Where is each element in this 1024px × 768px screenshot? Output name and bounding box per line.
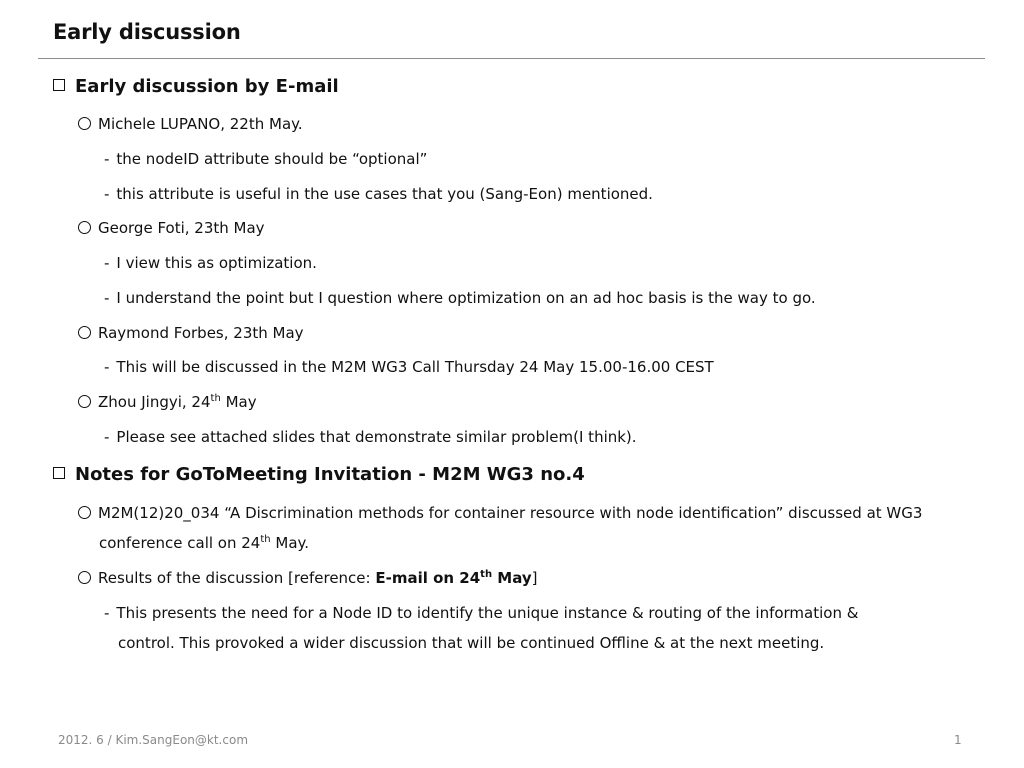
item-text-tail: May. [270, 534, 310, 552]
item-text: Raymond Forbes, 23th May [98, 324, 304, 342]
sub-item-continuation [118, 633, 824, 653]
title-divider [38, 58, 985, 59]
list-item [78, 568, 538, 588]
list-item [78, 218, 265, 238]
section-heading-text: Early discussion by E-mail [75, 76, 339, 97]
list-item [78, 323, 304, 343]
list-item [78, 114, 303, 134]
list-item [78, 392, 257, 412]
sub-item [104, 603, 858, 623]
circle-bullet-icon [78, 326, 91, 339]
sub-item [104, 184, 653, 204]
sub-item [104, 253, 317, 273]
item-text: M2M(12)20_034 “A Discrimination methods for container resource with node identification” discussed at WG3 [98, 504, 923, 522]
circle-bullet-icon [78, 571, 91, 584]
sub-item-text: I view this as optimization. [116, 254, 317, 272]
footer-credit: 2012. 6 / Kim.SangEon@kt.com [58, 733, 249, 747]
sub-item [104, 288, 816, 308]
list-item-continuation [99, 533, 309, 553]
circle-bullet-icon [78, 221, 91, 234]
reference-bold-text: E-mail on 24 [375, 569, 481, 587]
section-heading-notes [53, 464, 585, 486]
item-text: George Foti, 23th May [98, 219, 265, 237]
superscript: th [210, 393, 221, 404]
dash-bullet: - [104, 358, 110, 376]
reference-bold-tail: May [492, 569, 532, 587]
reference-bold [375, 569, 531, 587]
dash-bullet: - [104, 289, 110, 307]
sub-item-text: This presents the need for a Node ID to identify the unique instance & routing of the information & [116, 604, 859, 622]
dash-bullet: - [104, 604, 110, 622]
sub-item [104, 149, 427, 169]
sub-item-text: this attribute is useful in the use cases that you (Sang-Eon) mentioned. [116, 185, 653, 203]
sub-item-text: I understand the point but I question where optimization on an ad hoc basis is the way to go. [116, 289, 816, 307]
circle-bullet-icon [78, 117, 91, 130]
superscript: th [480, 569, 493, 580]
item-text: Zhou Jingyi, 24 [98, 393, 211, 411]
sub-item-text: Please see attached slides that demonstrate similar problem(I think). [116, 428, 637, 446]
page-number: 1 [954, 733, 962, 747]
circle-bullet-icon [78, 506, 91, 519]
dash-bullet: - [104, 150, 110, 168]
slide-title: Early discussion [53, 20, 241, 44]
sub-item [104, 357, 714, 377]
item-text: Michele LUPANO, 22th May. [98, 115, 303, 133]
section-heading-email [53, 76, 339, 98]
dash-bullet: - [104, 428, 110, 446]
square-bullet-icon [53, 79, 65, 91]
item-text: Results of the discussion [reference: [98, 569, 376, 587]
square-bullet-icon [53, 467, 65, 479]
sub-item [104, 427, 637, 447]
dash-bullet: - [104, 185, 110, 203]
sub-item-text: the nodeID attribute should be “optional” [116, 150, 428, 168]
section-heading-text: Notes for GoToMeeting Invitation - M2M WG3 no.4 [75, 464, 585, 485]
item-text: conference call on 24 [99, 534, 261, 552]
list-item [78, 503, 922, 523]
superscript: th [260, 534, 271, 545]
item-text-tail: ] [531, 569, 538, 587]
sub-item-text: This will be discussed in the M2M WG3 Call Thursday 24 May 15.00-16.00 CEST [116, 358, 714, 376]
sub-item-text: control. This provoked a wider discussion that will be continued Offline & at the next meeting. [118, 634, 825, 652]
item-text-tail: May [220, 393, 257, 411]
dash-bullet: - [104, 254, 110, 272]
circle-bullet-icon [78, 395, 91, 408]
